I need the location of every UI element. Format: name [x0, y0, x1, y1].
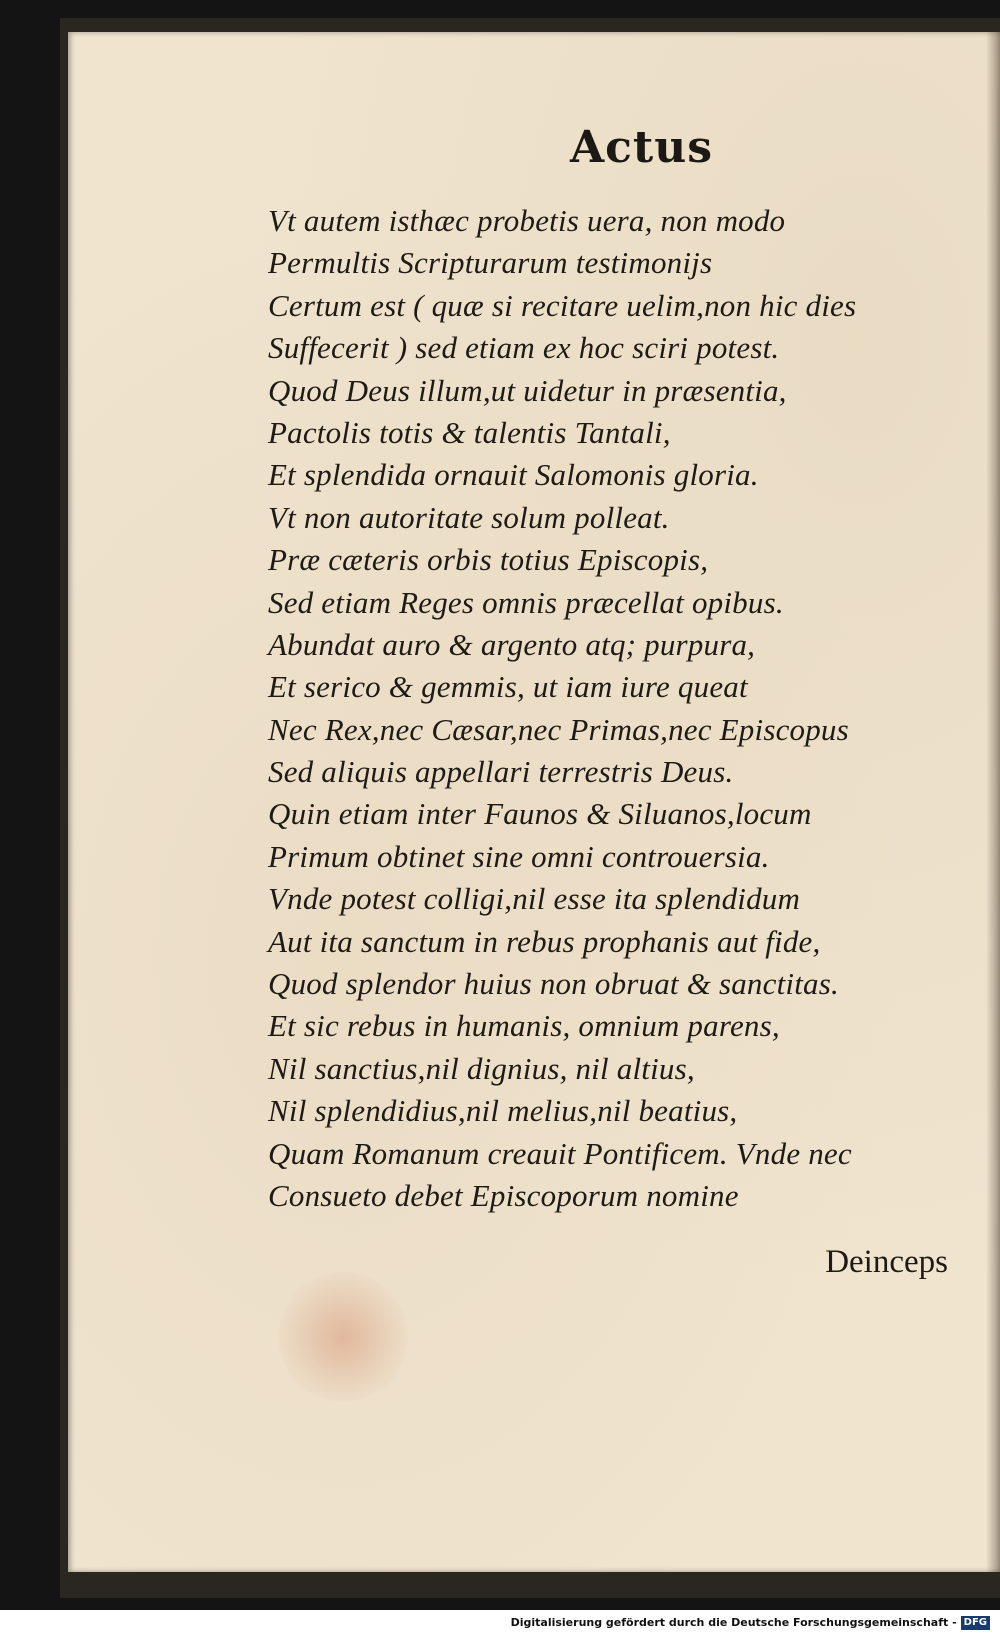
- verse-line: Nec Rex,nec Cæsar,nec Primas,nec Episcopus: [268, 711, 849, 747]
- verse-line: Certum est ( quæ si recitare uelim,non hic dies: [268, 287, 857, 323]
- verse-line: Quod Deus illum,ut uidetur in præsentia,: [268, 372, 787, 408]
- verse-line: Abundat auro & argento atq; purpura,: [268, 626, 756, 662]
- dfg-logo: DFG: [961, 1616, 990, 1630]
- page-gutter-shade: [986, 32, 1000, 1572]
- verse-line: Aut ita sanctum in rebus prophanis aut fide,: [268, 923, 821, 959]
- verse-line: Vt autem isthæc probetis uera, non modo: [268, 203, 786, 238]
- verse-line: Primum obtinet sine omni controuersia.: [268, 838, 770, 874]
- verse-line: Sed aliquis appellari terrestris Deus.: [268, 754, 734, 790]
- verse-line: Consueto debet Episcoporum nomine: [268, 1177, 739, 1213]
- verse-line: Nil splendidius,nil melius,nil beatius,: [268, 1093, 738, 1129]
- verse-line: Quam Romanum creauit Pontificem. Vnde nec: [268, 1135, 852, 1171]
- verse-line: Et sic rebus in humanis, omnium parens,: [268, 1008, 780, 1044]
- verse-line: Permultis Scripturarum testimonijs: [268, 245, 713, 281]
- verse-line: Et splendida ornauit Salomonis gloria.: [268, 457, 759, 493]
- verse-line: Vt non autoritate solum polleat.: [268, 499, 670, 535]
- verse-line: Præ cæteris orbis totius Episcopis,: [268, 542, 709, 578]
- verse-line: Quin etiam inter Faunos & Siluanos,locum: [268, 796, 812, 832]
- verse-line: Vnde potest colligi,nil esse ita splendidum: [268, 881, 801, 917]
- verse-line: Nil sanctius,nil dignius, nil altius,: [268, 1050, 695, 1086]
- verse-line: Et serico & gemmis, ut iam iure queat: [268, 669, 748, 705]
- verse-text: [268, 200, 968, 1217]
- verse-line: Pactolis totis & talentis Tantali,: [268, 414, 671, 450]
- running-head: Actus: [570, 122, 714, 173]
- verse-line: Suffecerit ) sed etiam ex hoc sciri potest.: [268, 330, 780, 366]
- digitization-credit: [511, 1616, 990, 1630]
- catchword: Deinceps: [825, 1244, 948, 1280]
- credit-text: Digitalisierung gefördert durch die Deutsche Forschungsgemeinschaft -: [510, 1616, 957, 1629]
- verse-line: Quod splendor huius non obruat & sanctitas.: [268, 966, 839, 1002]
- paper-stain: [278, 1272, 408, 1402]
- verse-line: Sed etiam Reges omnis præcellat opibus.: [268, 584, 784, 620]
